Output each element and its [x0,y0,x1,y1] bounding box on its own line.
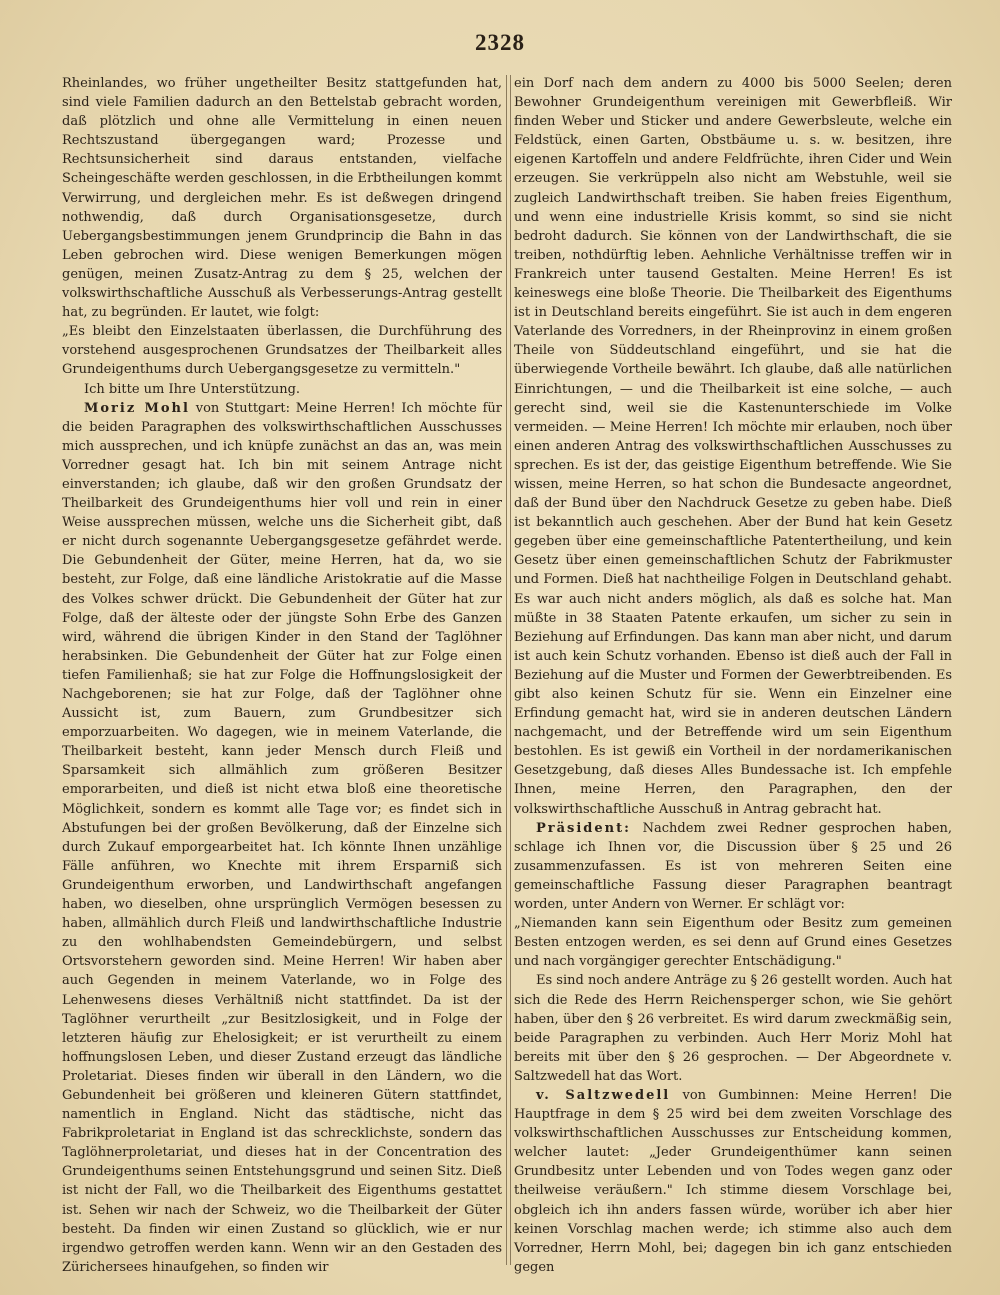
speech-text: Nachdem zwei Redner gesprochen haben, schlage ich Ihnen vor, die Discussion über § 25 und 26 zusammenzufassen. Es ist von mehreren Seiten eine gemeinschaftliche Fassung dieser Paragraphen beantragt worden, unter Andern von Werner. Er schlägt vor: [514,820,952,913]
speaker-name: v. Saltzwedell [536,1087,671,1103]
speech-text: von Stuttgart: Meine Herren! Ich möchte für die beiden Paragraphen des volkswirthschaftlichen Ausschusses mich aussprechen, und ich knüpfe zunächst an das an, was mein Vorredner gesagt hat. Ich bin mit seinem Antrage nicht einverstanden; ich glaube, daß wir den großen Grundsatz der Theilbarkeit des Grundeigenthums hier voll und rein in einer Weise aussprechen müssen, welche uns die Sicherheit gibt, daß er nicht durch sogenannte Uebergangsgesetze gefährdet werde. Die Gebundenheit der Güter, meine Herren, hat da, wo sie besteht, zur Folge, daß eine ländliche Aristokratie auf die Masse des Volkes schwer drückt. Die Gebundenheit der Güter hat zur Folge, daß der älteste oder der jüngste Sohn Erbe des Ganzen wird, während die übrigen Kinder in den Stand der Taglöhner herabsinken. Die Gebundenheit der Güter hat zur Folge einen tiefen Familienhaß; sie hat zur Folge die Hoffnungslosigkeit der Nachgeborenen; sie hat zur Folge, daß der Taglöhner ohne Aussicht ist, zum Bauern, zum Grundbesitzer sich emporzuarbeiten. Wo dagegen, wie in meinem Vaterlande, die Theilbarkeit besteht, kann jeder Mensch durch Fleiß und Sparsamkeit sich allmählich zum größeren Besitzer emporarbeiten, und dieß ist nicht etwa bloß eine theoretische Möglichkeit, sondern es kommt alle Tage vor; es findet sich in Abstufungen bei der großen Bevölkerung, daß der Einzelne sich durch Zukauf emporgearbeitet hat. Ich könnte Ihnen unzählige Fälle anführen, wo Knechte mit ihrem Ersparniß sich Grundeigenthum erworben, und Landwirthschaft angefangen haben, wo dieselben, ohne ursprünglich Vermögen besessen zu haben, allmählich durch Fleiß und landwirthschaftliche Industrie zu den wohlhabendsten Gemeindebürgern, und selbst Ortsvorstehern geworden sind. Meine Herren! Wir haben aber auch Gegenden in meinem Vaterlande, wo in Folge des Lehenwesens dieses Verhältniß nicht stattfindet. Da ist der Taglöhner verurtheilt „zur Besitzlosigkeit, und in Folge der letzteren häufig zur Ehelosigkeit; er ist verurtheilt zu einem hoffnungslosen Leben, und dieser Zustand erzeugt das ländliche Proletariat. Dieses finden wir überall in den Ländern, wo die Gebundenheit bei größeren und kleineren Gütern stattfindet, namentlich in England. Nicht das städtische, nicht das Fabrikproletariat in England ist das schrecklichste, sondern das Taglöhnerproletariat, und dieses hat in der Concentration des Grundeigenthums seinen Entstehungsgrund und seinen Sitz. Dieß ist nicht der Fall, wo die Theilbarkeit des Eigenthums gestattet ist. Sehen wir nach der Schweiz, wo die Theilbarkeit der Güter besteht. Da finden wir einen Zustand so glücklich, wie er nur irgendwo getroffen werden kann. Wenn wir an den Gestaden des Zürichersees hinaufgehen, so finden wir [62,400,502,1275]
body-paragraph: Rheinlandes, wo früher ungetheilter Besitz stattgefunden hat, sind viele Familien dadurch an den Bettelstab gebracht worden, daß plötzlich und ohne alle Vermittelung in einen neuen Rechtszustand übergegangen ward; Prozesse und Rechtsunsicherheit sind daraus entstanden, vielfache Scheingeschäfte werden geschlossen, in die Erbtheilungen kommt Verwirrung, und dergleichen mehr. Es ist deßwegen dringend nothwendig, daß durch Organisationsgesetze, durch Uebergangsbestimmungen jenem Grundprincip die Bahn in das Leben gebrochen wird. Diese wenigen Bemerkungen mögen genügen, meinen Zusatz-Antrag zu dem § 25, welchen der volkswirthschaftliche Ausschuß als Verbesserungs-Antrag gestellt hat, zu begründen. Er lautet, wie folgt: [62,76,502,321]
body-paragraph: ein Dorf nach dem andern zu 4000 bis 5000 Seelen; deren Bewohner Grundeigenthum vereinigen mit Gewerbfleiß. Wir finden Weber und Sticker und andere Gewerbsleute, welche ein Feldstück, einen Garten, Obstbäume u. s. w. besitzen, ihre eigenen Kartoffeln und andere Feldfrüchte, ihren Cider und Wein erzeugen. Sie verkrüppeln also nicht am Webstuhle, weil sie zugleich Landwirthschaft treiben. Sie haben freies Eigenthum, und wenn eine industrielle Krisis kommt, so sind sie nicht bedroht dadurch. Sie können von der Landwirthschaft, die sie treiben, nothdürftig leben. Aehnliche Verhältnisse treffen wir in Frankreich unter tausend Gestalten. Meine Herren! Es ist keineswegs eine bloße Theorie. Die Theilbarkeit des Eigenthums ist in Deutschland bereits eingeführt. Sie ist auch in dem engeren Vaterlande des Vorredners, in der Rheinprovinz in einem großen Theile von Süddeutschland eingeführt, und sie hat die überwiegende Vortheile bewährt. Ich glaube, daß alle natürlichen Einrichtungen, — und die Theilbarkeit ist eine solche, — auch gerecht sind, weil sie die Kastenunterschiede im Volke vermeiden. — Meine Herren! Ich möchte mir erlauben, noch über einen anderen Antrag des volkswirthschaftlichen Ausschusses zu sprechen. Es ist der, das geistige Eigenthum betreffende. Wie Sie wissen, meine Herren, so hat schon die Bundesacte angeordnet, daß der Bund über den Nachdruck Gesetze zu geben habe. Dieß ist bekanntlich auch geschehen. Aber der Bund hat kein Gesetz gegeben über eine gemeinschaftliche Patentertheilung, und kein Gesetz über einen gemeinschaftlichen Schutz der Fabrikmuster und Formen. Dieß hat nachtheilige Folgen in Deutschland gehabt. Es war auch nicht anders möglich, als daß es solche hat. Man müßte in 38 Staaten Patente erkaufen, um sicher zu sein in Beziehung auf Erfindungen. Das kann man aber nicht, und darum ist auch kein Schutz vorhanden. Ebenso ist dieß auch der Fall in Beziehung auf die Muster und Formen der Gewerbtreibenden. Es gibt also keinen Schutz für sie. Wenn ein Einzelner eine Erfindung gemacht hat, wird sie in anderen deutschen Ländern nachgemacht, und der Betreffende wird um sein Eigenthum bestohlen. Es ist gewiß ein Vortheil in der nordamerikanischen Gesetzgebung, daß dieses Alles Bundessache ist. Ich empfehle Ihnen, meine Herren, den Paragraphen, den der volkswirthschaftliche Ausschuß in Antrag gebracht hat. [514,76,952,817]
speech-paragraph [514,1086,952,1277]
speech-text: von Gumbinnen: Meine Herren! Die Hauptfrage in dem § 25 wird bei dem zweiten Vorschlage des volkswirthschaftlichen Ausschusses zur Entscheidung kommen, welcher lautet: „Jeder Grundeigenthümer kann seinen Grundbesitz unter Lebenden und von Todes wegen ganz oder theilweise veräußern." Ich stimme diesem Vorschlage bei, obgleich ich ihn anders fassen würde, worüber ich aber hier keinen Vorschlag machen werde; ich stimme also auch dem Vorredner, Herrn Mohl, bei; dagegen bin ich ganz entschieden gegen [514,1087,952,1275]
speaker-name: Moriz Mohl [84,400,190,416]
column-divider [510,75,511,1265]
quoted-motion: „Niemanden kann sein Eigenthum oder Besitz zum gemeinen Besten entzogen werden, es sei denn auf Grund eines Gesetzes und nach vorgängiger gerechter Entschädigung." [514,916,952,970]
speech-paragraph [514,819,952,914]
speaker-name: Präsident: [536,820,631,836]
left-column [62,74,502,1277]
page-number: 2328 [475,30,525,55]
body-paragraph: Es sind noch andere Anträge zu § 26 gestellt worden. Auch hat sich die Rede des Herrn Reichensperger schon, wie Sie gehört haben, über den § 26 verbreitet. Es wird darum zweckmäßig sein, beide Paragraphen zu verbinden. Auch Herr Moriz Mohl hat bereits mit über den § 26 gesprochen. — Der Abgeordnete v. Saltzwedell hat das Wort. [514,973,952,1084]
speech-paragraph [62,399,502,1277]
body-paragraph: Ich bitte um Ihre Unterstützung. [84,381,301,397]
right-column [514,74,952,1277]
column-divider [506,75,507,1265]
quoted-motion: „Es bleibt den Einzelstaaten überlassen, die Durchführung des vorstehend ausgesprochenen Grundsatzes der Theilbarkeit alles Grundeigenthums durch Uebergangsgesetze zu vermitteln." [62,324,502,378]
